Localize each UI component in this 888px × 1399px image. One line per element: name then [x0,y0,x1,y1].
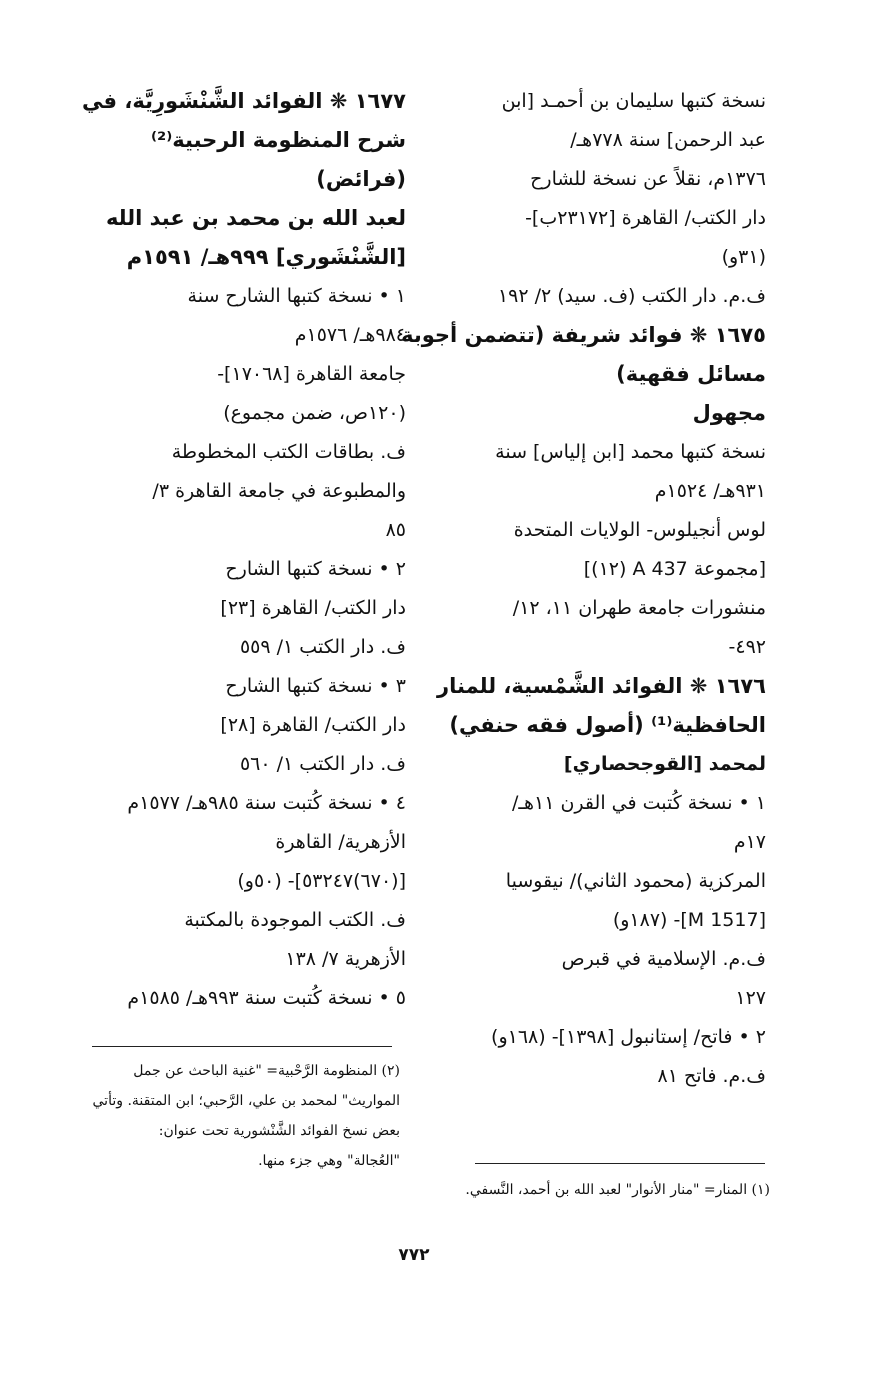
left-column-line: جامعة القاهرة [١٧٠٦٨]- [217,363,406,385]
left-column [60,82,406,1018]
left-column-line: (١٢٠ص، ضمن مجموع) [223,402,406,424]
left-column-line: [(٦٧٠)٥٣٢٤٧]- (٥٠و) [237,870,406,892]
right-column-line: ١٣٧٦م، نقلاً عن نسخة للشارح [530,168,766,190]
right-column-line: المركزية (محمود الثاني)/ نيقوسيا [505,870,766,892]
left-column-line: ٥ • نسخة كُتبت سنة ٩٩٣هـ/ ١٥٨٥م [127,987,406,1009]
right-column-line: ١ • نسخة كُتبت في القرن ١١هـ/ [512,792,766,814]
left-column-line: الأزهرية/ القاهرة [275,831,406,853]
right-column-line: [مجموعة A 437 (١٢)] [583,558,766,580]
right-column-line: ١٧م [733,831,766,853]
left-column-line: لعبد الله بن محمد بن عبد الله [105,206,406,230]
right-column-line: مجهول [692,401,766,425]
footnote-left-line: المواريث" لمحمد بن علي، الرَّحبي؛ ابن المتقنة. وتأتي [92,1093,400,1109]
right-column-line: ف.م. دار الكتب (ف. سيد) ٢/ ١٩٢ [497,285,766,307]
footnote-divider-left [92,1046,392,1047]
right-column-line: لوس أنجيلوس- الولايات المتحدة [513,519,766,541]
right-column-line: لمحمد [القوجحصاري] [563,753,766,775]
left-column-line: ٤ • نسخة كُتبت سنة ٩٨٥هـ/ ١٥٧٧م [127,792,406,814]
right-column [401,82,766,1096]
left-column-line: ١٦٧٧ ❋ الفوائد الشَّنْشَورِيَّة، في [82,89,406,113]
footnote-divider-right [475,1163,765,1164]
right-column-line: عبد الرحمن] سنة ٧٧٨هـ/ [570,129,766,151]
left-column-line: ف. دار الكتب ١/ ٥٥٩ [239,636,406,658]
left-column-line: [الشَّنْشَوري] ٩٩٩هـ/ ١٥٩١م [126,245,406,269]
left-column-line: ف. بطاقات الكتب المخطوطة [171,441,406,463]
left-column-line: ٨٥ [385,519,406,541]
right-column-line: (٣١و) [721,246,766,268]
page-number: ٧٧٢ [398,1245,430,1265]
footnote-right [440,1175,770,1205]
right-column-line: الحافظية⁽¹⁾ (أصول فقه حنفي) [449,713,766,737]
right-column-line: نسخة كتبها سليمان بن أحمـد [ابن [501,90,766,112]
left-column-line: شرح المنظومة الرحبية⁽²⁾ [150,128,406,152]
right-column-line: ٢ • فاتح/ إستانبول [١٣٩٨]- (١٦٨و) [491,1026,766,1048]
left-column-line: ٢ • نسخة كتبها الشارح [225,558,406,580]
right-column-line: دار الكتب/ القاهرة [٢٣١٧٢ب]- [525,207,766,229]
footnote-left-line: (٢) المنظومة الرَّحْبية= "غنية الباحث عن جمل [133,1063,400,1079]
left-column-line: ف. الكتب الموجودة بالمكتبة [184,909,406,931]
left-column-line: والمطبوعة في جامعة القاهرة ٣/ [152,480,406,502]
footnote-left [60,1056,400,1176]
right-column-line: ٩٣١هـ/ ١٥٢٤م [654,480,766,502]
right-column-line: ١٢٧ [735,987,766,1009]
left-column-line: دار الكتب/ القاهرة [٢٨] [220,714,406,736]
left-column-line: (فرائض) [316,167,406,191]
right-column-line: مسائل فقهية) [616,362,766,386]
left-column-line: ٩٨٤هـ/ ١٥٧٦م [294,324,406,346]
footnote-right-line: (١) المنار= "منار الأنوار" لعبد الله بن أحمد، النَّسفي. [465,1182,770,1198]
right-column-line: ١٦٧٥ ❋ فوائد شريفة (تتضمن أجوبة [401,323,766,347]
footnote-left-line: بعض نسخ الفوائد الشَّنْشورية تحت عنوان: [158,1123,400,1139]
left-column-line: دار الكتب/ القاهرة [٢٣] [220,597,406,619]
left-column-line: ٣ • نسخة كتبها الشارح [225,675,406,697]
left-column-line: ١ • نسخة كتبها الشارح سنة [187,285,406,307]
right-column-line: منشورات جامعة طهران ١١، ١٢/ [512,597,766,619]
left-column-line: ف. دار الكتب ١/ ٥٦٠ [239,753,406,775]
footnote-left-line: "العُجالة" وهي جزء منها. [258,1153,400,1169]
right-column-line: [M 1517]- (١٨٧و) [612,909,766,931]
right-column-line: نسخة كتبها محمد [ابن إلياس] سنة [495,441,766,463]
right-column-line: ف.م. الإسلامية في قبرص [561,948,766,970]
right-column-line: ف.م. فاتح ٨١ [657,1065,766,1087]
right-column-line: ١٦٧٦ ❋ الفوائد الشَّمْسية، للمنار [437,674,766,698]
right-column-line: ٤٩٢- [728,636,766,658]
left-column-line: الأزهرية ٧/ ١٣٨ [285,948,406,970]
